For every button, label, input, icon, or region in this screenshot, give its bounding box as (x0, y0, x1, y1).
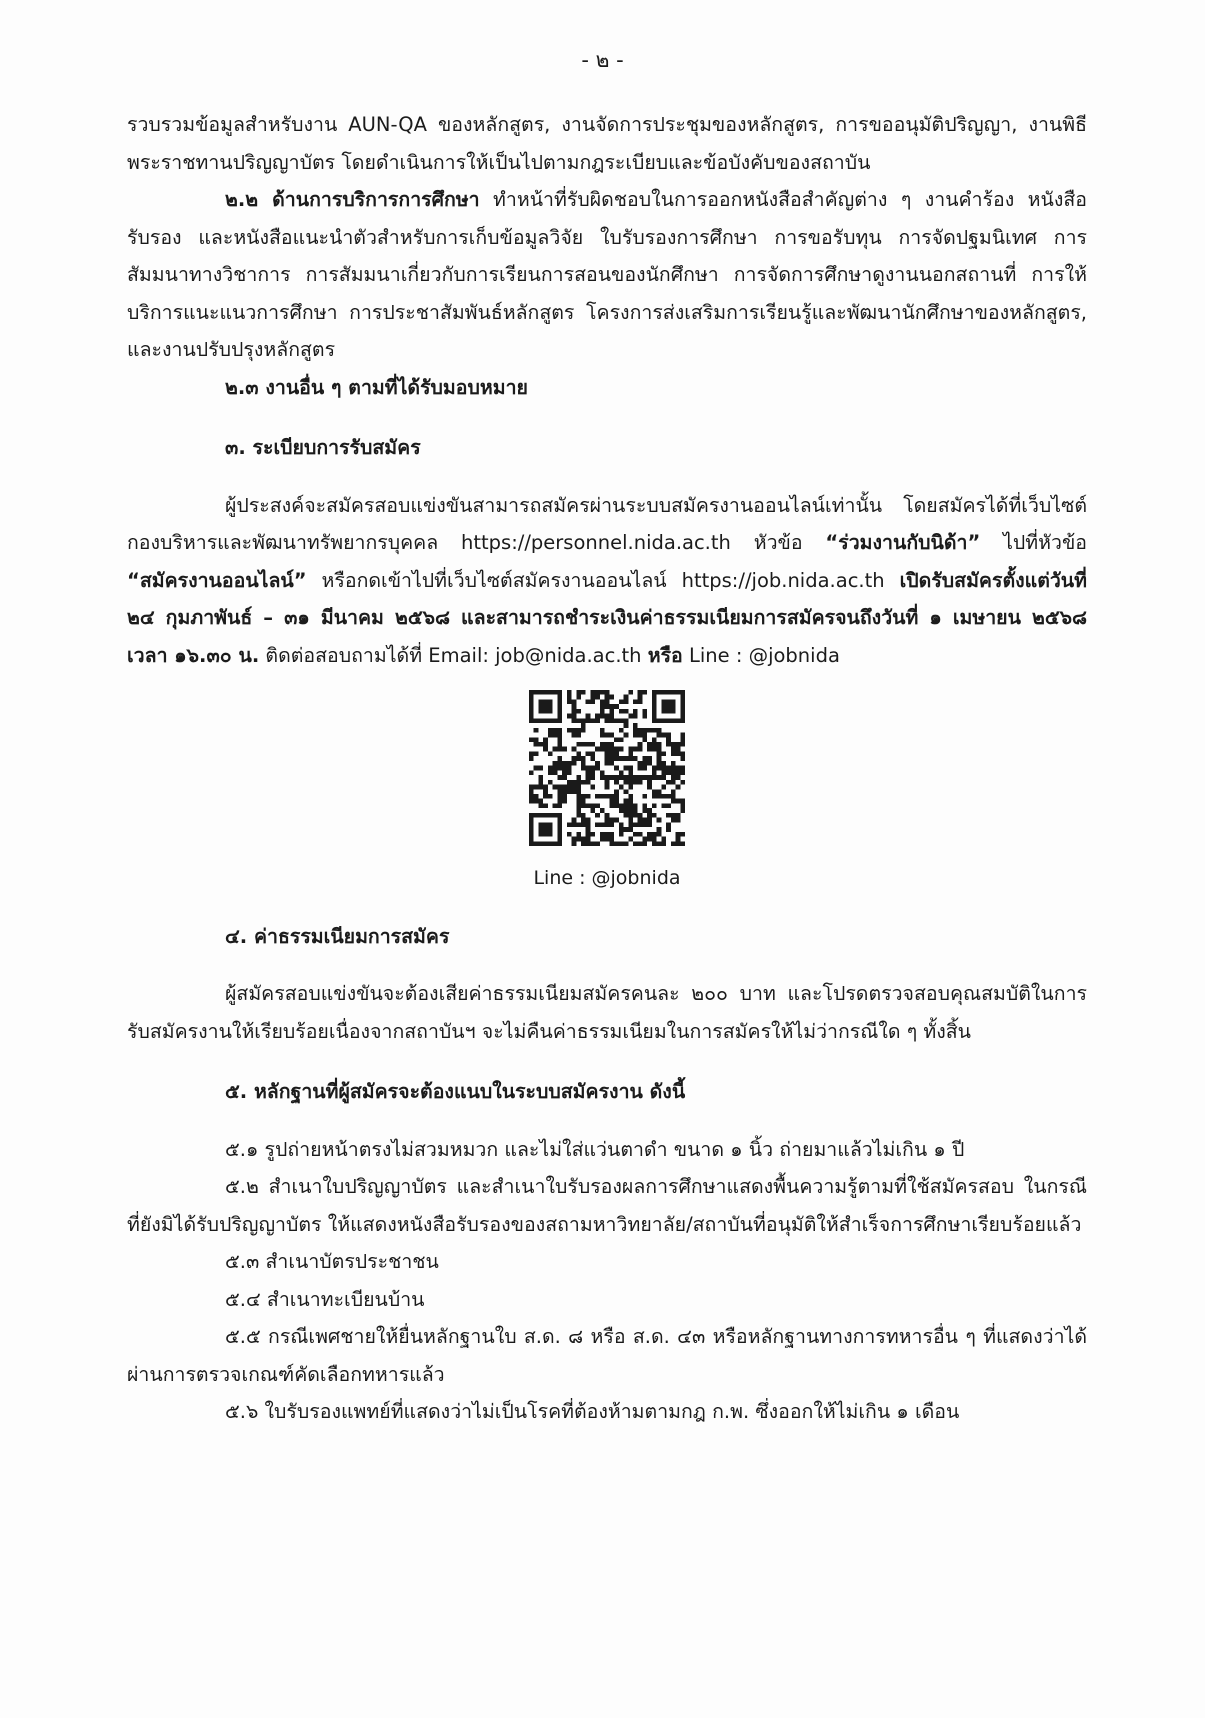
qr-code-block (127, 690, 1087, 859)
item-5-2: ๕.๒ สำเนาใบปริญญาบัตร และสำเนาใบรับรองผลการศึกษาแสดงพื้นความรู้ตามที่ใช้สมัครสอบ ในกรณีที่ยังมิได้รับปริญญาบัตร ให้แสดงหนังสือรับรองของสถามหาวิทยาลัย/สถาบันที่อนุมัติให้สำเร็จการศึกษาเรียบร้อยแล้ว (127, 1175, 1087, 1236)
document-body (127, 106, 1087, 1431)
section-4-text: ผู้สมัครสอบแข่งขันจะต้องเสียค่าธรรมเนียมสมัครคนละ ๒๐๐ บาท และโปรดตรวจสอบคุณสมบัติในการรับสมัครงานให้เรียบร้อยเนื่องจากสถาบันฯ จะไม่คืนค่าธรรมเนียมในการสมัครให้ไม่ว่ากรณีใด ๆ ทั้งสิ้น (127, 982, 1087, 1043)
item-5-1: ๕.๑ รูปถ่ายหน้าตรงไม่สวมหมวก และไม่ใส่แว่นตาดำ ขนาด ๑ นิ้ว ถ่ายมาแล้วไม่เกิน ๑ ปี (225, 1137, 965, 1161)
section-2-2-lead: ๒.๒ ด้านการบริการการศึกษา (225, 188, 480, 211)
section-2-2-text: ทำหน้าที่รับผิดชอบในการออกหนังสือสำคัญต่าง ๆ งานคำร้อง หนังสือรับรอง และหนังสือแนะนำตัวสำหรับการเก็บข้อมูลวิจัย ใบรับรองการศึกษา การขอรับทุน การจัดปฐมนิเทศ การสัมมนาทางวิชาการ การสัมมนาเกี่ยวกับการเรียนการสอนของนักศึกษา การจัดการศึกษาดูงานนอกสถานที่ การให้บริการแนะแนวการศึกษา การประชาสัมพันธ์หลักสูตร โครงการส่งเสริมการเรียนรู้และพัฒนานักศึกษาของหลักสูตร, และงานปรับปรุงหลักสูตร (127, 188, 1087, 361)
s3-text-2: ไปที่หัวข้อ (980, 531, 1087, 554)
section-4-heading: ๔. ค่าธรรมเนียมการสมัคร (225, 924, 450, 948)
item-5-5: ๕.๕ กรณีเพศชายให้ยื่นหลักฐานใบ ส.ด. ๘ หรือ ส.ด. ๔๓ หรือหลักฐานทางการทหารอื่น ๆ ที่แสดงว่าได้ผ่านการตรวจเกณฑ์คัดเลือกทหารแล้ว (127, 1325, 1087, 1386)
section-3-text (127, 487, 1087, 675)
s3-text-3: หรือกดเข้าไปที่เว็บไซต์สมัครงานออนไลน์ https://job.nida.ac.th (306, 568, 900, 592)
s3-bold-2: “สมัครงานออนไลน์” (127, 568, 307, 592)
s3-bold-1: “ร่วมงานกับนิด้า” (825, 531, 981, 554)
s3-text-5: Line : @jobnida (682, 643, 840, 667)
qr-caption: Line : @jobnida (533, 866, 681, 889)
section-5-heading: ๕. หลักฐานที่ผู้สมัครจะต้องแนบในระบบสมัครงาน ดังนี้ (225, 1080, 686, 1103)
section-3-heading: ๓. ระเบียบการรับสมัคร (225, 436, 421, 459)
paragraph-intro: รวบรวมข้อมูลสำหรับงาน AUN-QA ของหลักสูตร, งานจัดการประชุมของหลักสูตร, การขออนุมัติปริญญา, งานพิธีพระราชทานปริญญาบัตร โดยดำเนินการให้เป็นไปตามกฎระเบียบและข้อบังคับของสถาบัน (127, 113, 1087, 174)
s3-bold-4: หรือ (647, 643, 683, 667)
page-number: - ๒ - (581, 48, 624, 72)
item-5-3: ๕.๓ สำเนาบัตรประชาชน (225, 1250, 439, 1273)
item-5-4: ๕.๔ สำเนาทะเบียนบ้าน (225, 1287, 425, 1311)
s3-text-4: ติดต่อสอบถามได้ที่ Email: job@nida.ac.th (259, 643, 648, 667)
section-2-3: ๒.๓ งานอื่น ๆ ตามที่ได้รับมอบหมาย (225, 375, 528, 399)
s3-text-1: ผู้ประสงค์จะสมัครสอบแข่งขันสามารถสมัครผ่านระบบสมัครงานออนไลน์เท่านั้น โดยสมัครได้ที่เว็บไซต์กองบริหารและพัฒนาทรัพยากรบุคคล https://personnel.nida.ac.th หัวข้อ (127, 493, 1087, 554)
qr-code-image (529, 690, 685, 846)
item-5-6: ๕.๖ ใบรับรองแพทย์ที่แสดงว่าไม่เป็นโรคที่ต้องห้ามตามกฎ ก.พ. ซึ่งออกให้ไม่เกิน ๑ เดือน (225, 1400, 960, 1423)
section-2-2 (127, 181, 1087, 369)
s3-bold-3: เปิดรับสมัครตั้งแต่วันที่ ๒๔ กุมภาพันธ์ – ๓๑ มีนาคม ๒๕๖๘ และสามารถชำระเงินค่าธรรมเนียมการสมัครจนถึงวันที่ ๑ เมษายน ๒๕๖๘ เวลา ๑๖.๓๐ น. (127, 568, 1087, 667)
